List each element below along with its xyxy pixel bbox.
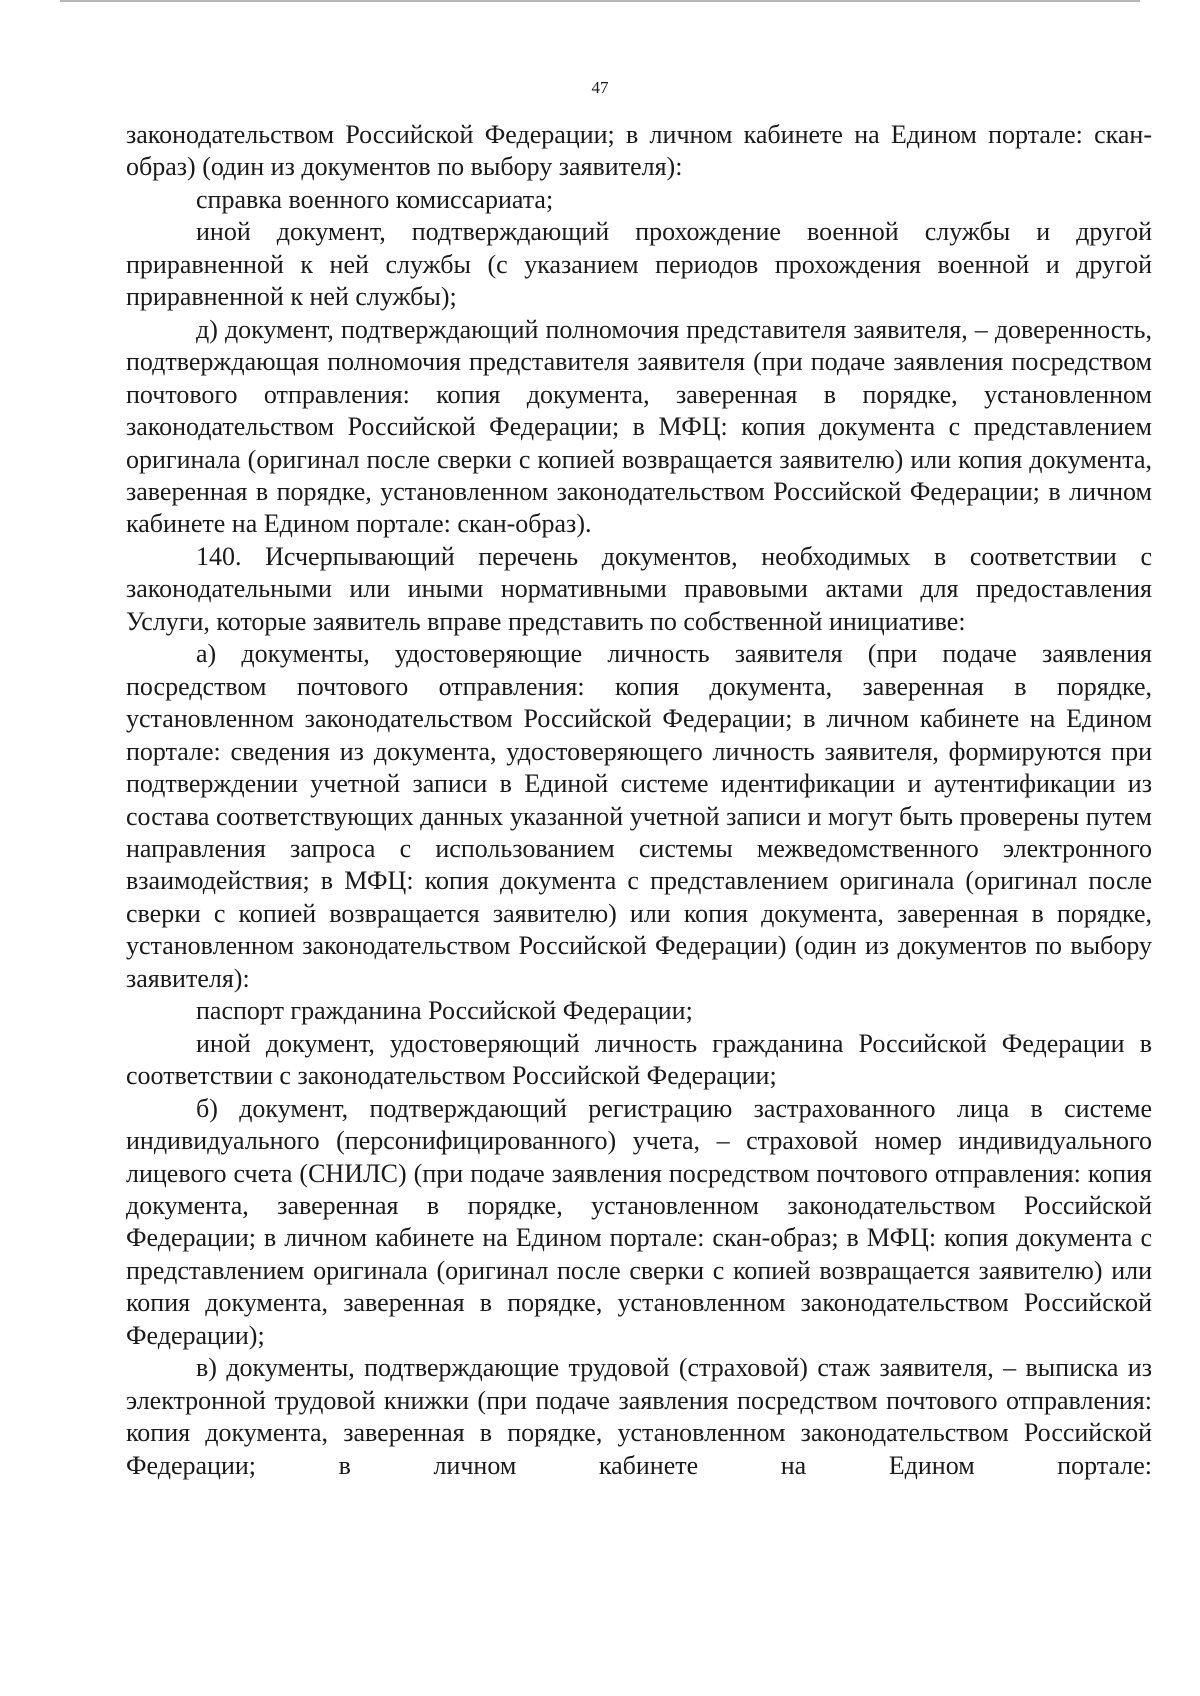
paragraph-item-d: д) документ, подтверждающий полномочия представителя заявителя, – доверенность, подтверждающая полномочия представителя заявителя (при подаче заявления посредством почтового отправления: копия документа, заверенная в порядке, установленном законодательством Российской Федерации; в МФЦ: копия документа с представлением оригинала (оригинал после сверки с копией возвращается заявителю) или копия документа, заверенная в порядке, установленном законодательством Российской Федерации; в личном кабинете на Едином портале: скан-образ). xyxy=(126,314,1152,539)
document-body xyxy=(126,119,1152,1482)
paragraph-other-identity-document: иной документ, удостоверяющий личность гражданина Российской Федерации в соответствии с законодательством Российской Федерации; xyxy=(126,1028,1152,1091)
paragraph-passport: паспорт гражданина Российской Федерации; xyxy=(196,996,693,1026)
paragraph-item-b: б) документ, подтверждающий регистрацию застрахованного лица в системе индивидуального (персонифицированного) учета, – страховой номер индивидуального лицевого счета (СНИЛС) (при подаче заявления посредством почтового отправления: копия документа, заверенная в порядке, установленном законодательством Российской Федерации; в личном кабинете на Едином портале: скан-образ; в МФЦ: копия документа с представлением оригинала (оригинал после сверки с копией возвращается заявителю) или копия документа, заверенная в порядке, установленном законодательством Российской Федерации); xyxy=(126,1093,1152,1350)
page-number: 47 xyxy=(591,78,609,97)
paragraph-140: 140. Исчерпывающий перечень документов, необходимых в соответствии с законодательными или иными нормативными правовыми актами для предоставления Услуги, которые заявитель вправе представить по собственной инициативе: xyxy=(126,541,1152,636)
paragraph-item-a: а) документы, удостоверяющие личность заявителя (при подаче заявления посредством почтового отправления: копия документа, заверенная в порядке, установленном законодательством Российской Федерации; в личном кабинете на Едином портале: сведения из документа, удостоверяющего личность заявителя, формируются при подтверждении учетной записи в Единой системе идентификации и аутентификации из состава соответствующих данных указанной учетной записи и могут быть проверены путем направления запроса с использованием системы межведомственного электронного взаимодействия; в МФЦ: копия документа с представлением оригинала (оригинал после сверки с копией возвращается заявителю) или копия документа, заверенная в порядке, установленном законодательством Российской Федерации) (один из документов по выбору заявителя): xyxy=(126,639,1152,993)
paragraph-military-certificate: справка военного комиссариата; xyxy=(196,184,554,214)
paragraph-continuation: законодательством Российской Федерации; в личном кабинете на Едином портале: скан-образ) (один из документов по выбору заявителя): xyxy=(126,120,1152,182)
paragraph-other-military-document: иной документ, подтверждающий прохождение военной службы и другой приравненной к ней службы (с указанием периодов прохождения военной и другой приравненной к ней службы); xyxy=(126,217,1152,312)
top-scan-edge xyxy=(60,0,1140,2)
paragraph-item-v: в) документы, подтверждающие трудовой (страховой) стаж заявителя, – выписка из электронной трудовой книжки (при подаче заявления посредством почтового отправления: копия документа, заверенная в порядке, установленном законодательством Российской Федерации; в личном кабинете на Едином портале: xyxy=(126,1353,1152,1480)
